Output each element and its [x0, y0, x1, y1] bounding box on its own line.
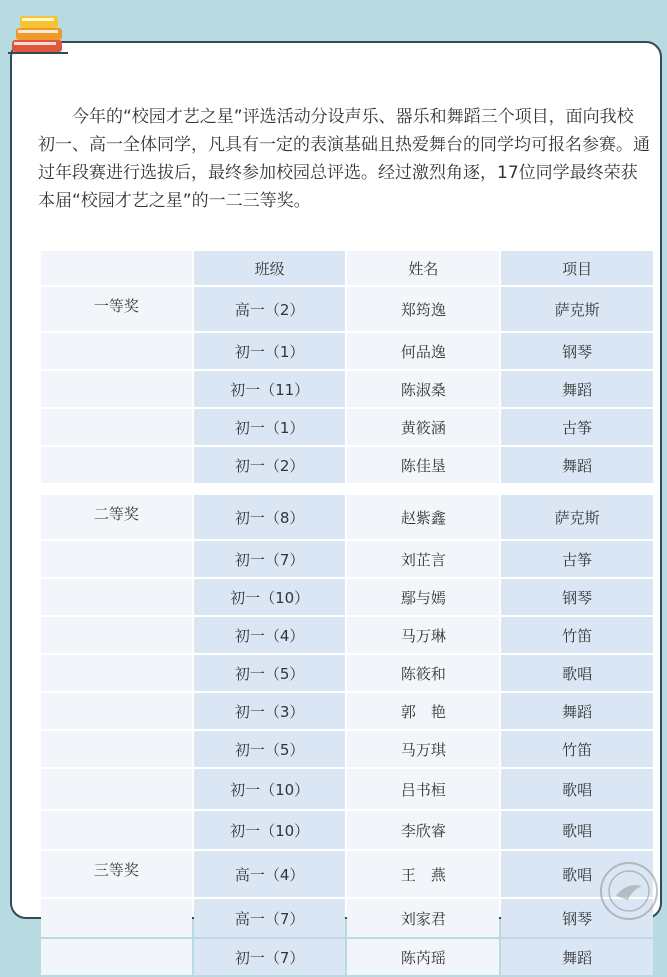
- program-cell: 竹笛: [501, 731, 653, 767]
- table-row: [41, 769, 653, 809]
- program-cell: 舞蹈: [501, 939, 653, 975]
- class-cell: 高一（4）: [194, 851, 346, 897]
- name-cell: 何品逸: [347, 333, 499, 369]
- award-table: [39, 249, 655, 977]
- award-empty-cell: [41, 447, 192, 483]
- award-empty-cell: [41, 939, 192, 975]
- name-cell: 刘芷言: [347, 541, 499, 577]
- table-row: [41, 617, 653, 653]
- name-cell: 刘家君: [347, 899, 499, 937]
- name-cell: 陈佳垦: [347, 447, 499, 483]
- name-cell: 王 燕: [347, 851, 499, 897]
- books-icon: [6, 6, 70, 56]
- class-cell: 初一（1）: [194, 409, 346, 445]
- table-row: [41, 495, 653, 539]
- class-cell: 初一（1）: [194, 333, 346, 369]
- class-cell: 初一（8）: [194, 495, 346, 539]
- award-empty-cell: [41, 333, 192, 369]
- class-cell: 初一（7）: [194, 939, 346, 975]
- name-cell: 鄢与嫣: [347, 579, 499, 615]
- group-gap: [41, 485, 653, 493]
- class-cell: 初一（5）: [194, 655, 346, 691]
- program-cell: 歌唱: [501, 811, 653, 849]
- name-cell: 郑筠逸: [347, 287, 499, 331]
- award-empty-cell: [41, 409, 192, 445]
- award-empty-cell: [41, 693, 192, 729]
- header-cell: 项目: [501, 251, 653, 285]
- award-level: 三等奖: [41, 851, 192, 897]
- award-empty-cell: [41, 899, 192, 937]
- class-cell: 初一（2）: [194, 447, 346, 483]
- name-cell: 赵紫鑫: [347, 495, 499, 539]
- table-row: [41, 541, 653, 577]
- class-cell: 初一（11）: [194, 371, 346, 407]
- table-row: [41, 693, 653, 729]
- award-empty-cell: [41, 655, 192, 691]
- content-card: [10, 41, 662, 967]
- name-cell: 陈淑桑: [347, 371, 499, 407]
- table-row: [41, 371, 653, 407]
- program-cell: 萨克斯: [501, 495, 653, 539]
- table-row: [41, 811, 653, 849]
- class-cell: 高一（2）: [194, 287, 346, 331]
- program-cell: 萨克斯: [501, 287, 653, 331]
- table-row: [41, 851, 653, 897]
- program-cell: 古筝: [501, 541, 653, 577]
- table-row: [41, 939, 653, 975]
- class-cell: 初一（7）: [194, 541, 346, 577]
- name-cell: 马万琪: [347, 731, 499, 767]
- table-row: [41, 447, 653, 483]
- name-cell: 吕书桓: [347, 769, 499, 809]
- name-cell: 陈筱和: [347, 655, 499, 691]
- class-cell: 初一（5）: [194, 731, 346, 767]
- table-row: [41, 333, 653, 369]
- class-cell: 初一（10）: [194, 769, 346, 809]
- name-cell: 李欣睿: [347, 811, 499, 849]
- program-cell: 钢琴: [501, 579, 653, 615]
- program-cell: 歌唱: [501, 769, 653, 809]
- award-empty-cell: [41, 579, 192, 615]
- award-level: 一等奖: [41, 287, 192, 331]
- award-empty-cell: [41, 811, 192, 849]
- program-cell: 歌唱: [501, 851, 653, 897]
- header-cell: 班级: [194, 251, 346, 285]
- class-cell: 初一（10）: [194, 811, 346, 849]
- award-empty-cell: [41, 541, 192, 577]
- name-cell: 郭 艳: [347, 693, 499, 729]
- name-cell: 马万琳: [347, 617, 499, 653]
- program-cell: 歌唱: [501, 655, 653, 691]
- program-cell: 舞蹈: [501, 371, 653, 407]
- award-empty-cell: [41, 731, 192, 767]
- table-row: [41, 655, 653, 691]
- program-cell: 竹笛: [501, 617, 653, 653]
- program-cell: 钢琴: [501, 899, 653, 937]
- table-row: [41, 409, 653, 445]
- award-empty-cell: [41, 371, 192, 407]
- name-cell: 黄筱涵: [347, 409, 499, 445]
- class-cell: 高一（7）: [194, 899, 346, 937]
- award-empty-cell: [41, 769, 192, 809]
- header-cell: 姓名: [347, 251, 499, 285]
- table-row: [41, 287, 653, 331]
- table-row: [41, 579, 653, 615]
- header-cell: [41, 251, 192, 285]
- program-cell: 舞蹈: [501, 447, 653, 483]
- program-cell: 舞蹈: [501, 693, 653, 729]
- class-cell: 初一（4）: [194, 617, 346, 653]
- class-cell: 初一（3）: [194, 693, 346, 729]
- name-cell: 陈芮瑶: [347, 939, 499, 975]
- program-cell: 古筝: [501, 409, 653, 445]
- award-level: 二等奖: [41, 495, 192, 539]
- intro-paragraph: 今年的“校园才艺之星”评选活动分设声乐、器乐和舞蹈三个项目，面向我校初一、高一全体同学，凡具有一定的表演基础且热爱舞台的同学均可报名参赛。通过年段赛进行选拔后，最终参加校园总评选。经过激烈角逐，17位同学最终荣获本届“校园才艺之星”的一二三等奖。: [38, 107, 650, 211]
- table-row: [41, 899, 653, 937]
- class-cell: 初一（10）: [194, 579, 346, 615]
- school-seal-icon: [598, 860, 660, 922]
- table-row: [41, 731, 653, 767]
- table-header-row: [41, 251, 653, 285]
- program-cell: 钢琴: [501, 333, 653, 369]
- award-empty-cell: [41, 617, 192, 653]
